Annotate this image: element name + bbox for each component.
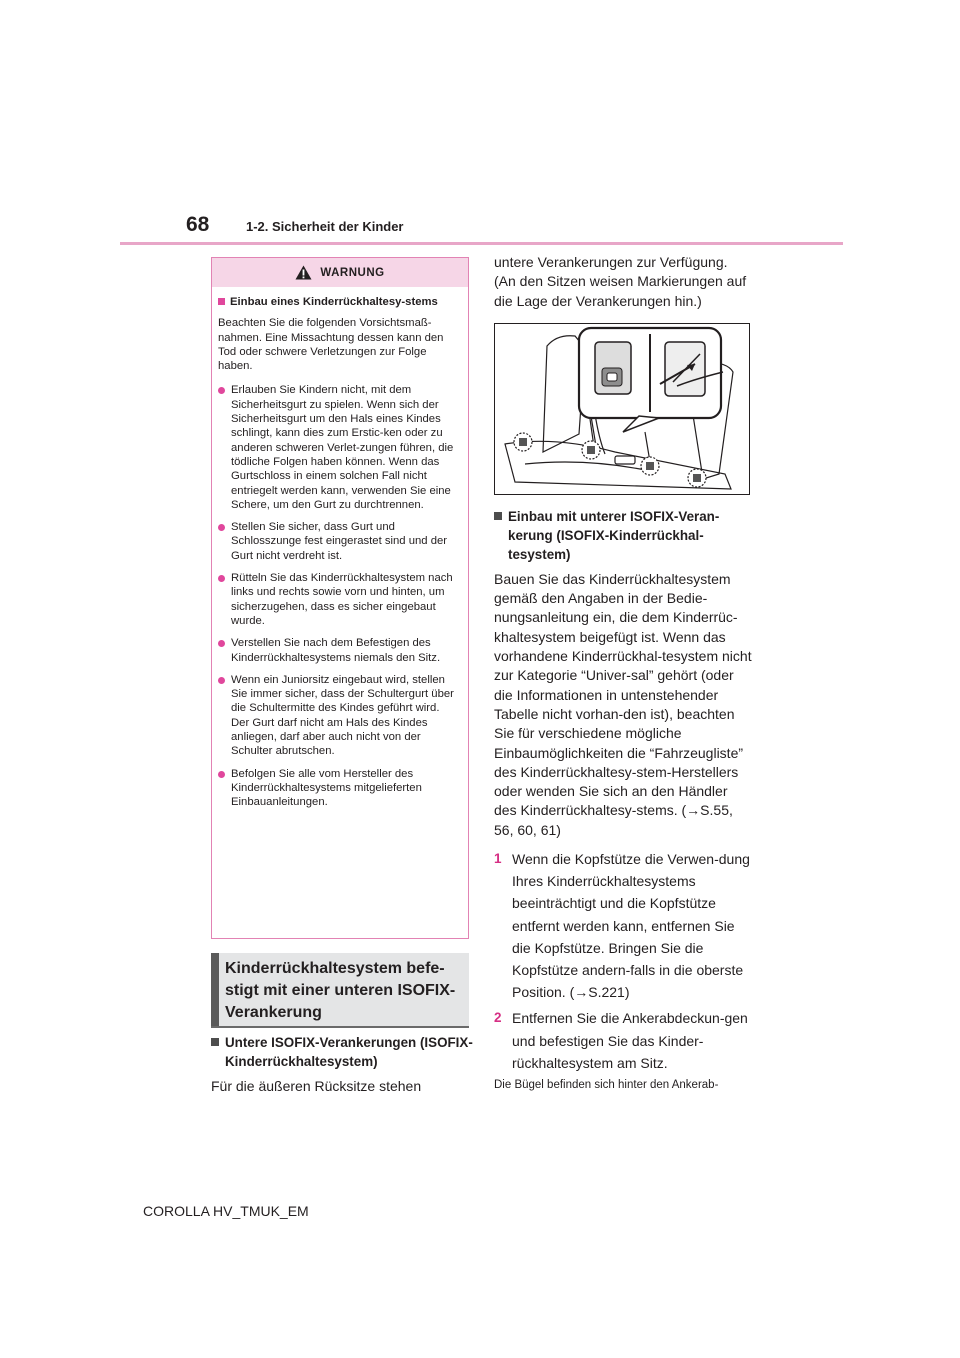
step-text: Wenn die Kopfstütze die Verwen-dung Ihres Kinderrückhaltesystems beeinträchtigt und die Kopfstütze entfernt werden kann, entfernen Sie die Kopfstütze. Bringen Sie die Kopfstütze andern-falls in die oberste Position. (→S.221) — [512, 851, 750, 1001]
warning-header — [212, 258, 468, 287]
heading-rule — [211, 1026, 469, 1028]
warning-bullet: Stellen Sie sicher, dass Gurt und Schlosszunge fest eingerastet sind und der Gurt nicht verdreht ist. — [218, 520, 460, 563]
section-heading: Kinderrückhaltesystem befe-stigt mit einer unteren ISOFIX-Verankerung — [211, 953, 469, 1027]
continuation-paragraph: untere Verankerungen zur Verfügung. (An den Sitzen weisen Markierungen auf die Lage der Verankerungen hin.) — [494, 254, 747, 309]
step-number: 1 — [494, 851, 502, 867]
left-paragraph: Für die äußeren Rücksitze stehen — [211, 1078, 422, 1094]
install-paragraph: Bauen Sie das Kinderrückhaltesystem gemäß den Angaben in der Bedie-nungsanleitung ein, die dem Kinderrüc-khaltesystem beigefügt ist. Wenn das vorhandene Kinderrückhal-tesystem nicht zur Kategorie “Univer-sal” gehört (oder die Informationen in untenstehender Tabelle nicht vorhan-den ist), beachten Sie für verschiedene mögliche Einbaumöglichkeiten die “Fahrzeugliste” des Kinderrückhaltesy-stem-Herstellers oder wenden Sie sich an den Händler des Kinderrückhaltesy-stems. (→S.55, 56, 60, 61) — [494, 570, 752, 838]
rear-seat-illustration — [495, 324, 749, 494]
isofix-subheading: Untere ISOFIX-Verankerungen (ISOFIX-Kinderrückhaltesystem) — [211, 1033, 473, 1071]
warning-subheading: Einbau eines Kinderrückhaltesy-stems — [218, 295, 460, 309]
isofix-illustration — [494, 323, 750, 495]
warning-box — [211, 257, 469, 939]
section-title: 1-2. Sicherheit der Kinder — [246, 219, 404, 234]
bullet-dot-icon — [218, 524, 225, 531]
isofix-install-subheading: Einbau mit unterer ISOFIX-Veran-kerung (ISOFIX-Kinderrückhal-tesystem) — [494, 507, 752, 564]
step-number: 2 — [494, 1010, 502, 1026]
square-bullet-icon — [211, 1038, 219, 1046]
bullet-dot-icon — [218, 677, 225, 684]
page-number: 68 — [186, 213, 210, 236]
warning-bullet: Wenn ein Juniorsitz eingebaut wird, stellen Sie immer sicher, dass der Schultergurt über die Schultermitte des Kindes geführt wird. Der Gurt darf nicht am Hals des Kindes anliegen, darf aber auch nicht von der Schulter abrutschen. — [218, 673, 460, 759]
warning-bullet: Erlauben Sie Kindern nicht, mit dem Sicherheitsgurt zu spielen. Wenn sich der Sicherheitsgurt um den Hals eines Kindes schlingt, kann dies zum Erstic-ken oder zu anderen schweren Verlet-zungen führen, die tödliche Folgen haben können. Wenn das Gurtschloss in einem solchen Fall nicht entriegelt werden kann, verwenden Sie eine Schere, um den Gurt zu durchtrennen. — [218, 383, 460, 512]
warning-bullet: Rütteln Sie das Kinderrückhaltesystem nach links und rechts sowie vorn und hinten, um sicherzugehen, dass es sicher eingebaut wurde. — [218, 571, 460, 628]
bullet-dot-icon — [218, 387, 225, 394]
right-column — [494, 253, 752, 1092]
square-bullet-icon — [218, 298, 225, 305]
warning-intro: Beachten Sie die folgenden Vorsichtsmaß-nahmen. Eine Missachtung dessen kann den Tod oder schwere Verletzungen zur Folge haben. — [218, 317, 444, 373]
header-rule — [120, 242, 843, 245]
step-item — [494, 848, 752, 1003]
warning-label: WARNUNG — [320, 266, 385, 279]
square-bullet-icon — [494, 512, 502, 520]
bullet-dot-icon — [218, 771, 225, 778]
bullet-dot-icon — [218, 640, 225, 647]
left-column — [211, 1033, 473, 1096]
warning-bullet: Befolgen Sie alle vom Hersteller des Kinderrückhaltesystems mitgelieferten Einbauanleitungen. — [218, 767, 460, 810]
warning-bullet: Verstellen Sie nach dem Befestigen des Kinderrückhaltesystems niemals den Sitz. — [218, 636, 460, 665]
bullet-dot-icon — [218, 575, 225, 582]
step-list — [494, 848, 752, 1074]
note-text: Die Bügel befinden sich hinter den Ankerab- — [494, 1079, 719, 1092]
warning-icon — [295, 265, 312, 280]
footer-model-code: COROLLA HV_TMUK_EM — [143, 1203, 309, 1219]
step-text: Entfernen Sie die Ankerabdeckun-gen und befestigen Sie das Kinder-rückhaltesystem am Sitz. — [512, 1010, 748, 1071]
step-item — [494, 1007, 752, 1074]
